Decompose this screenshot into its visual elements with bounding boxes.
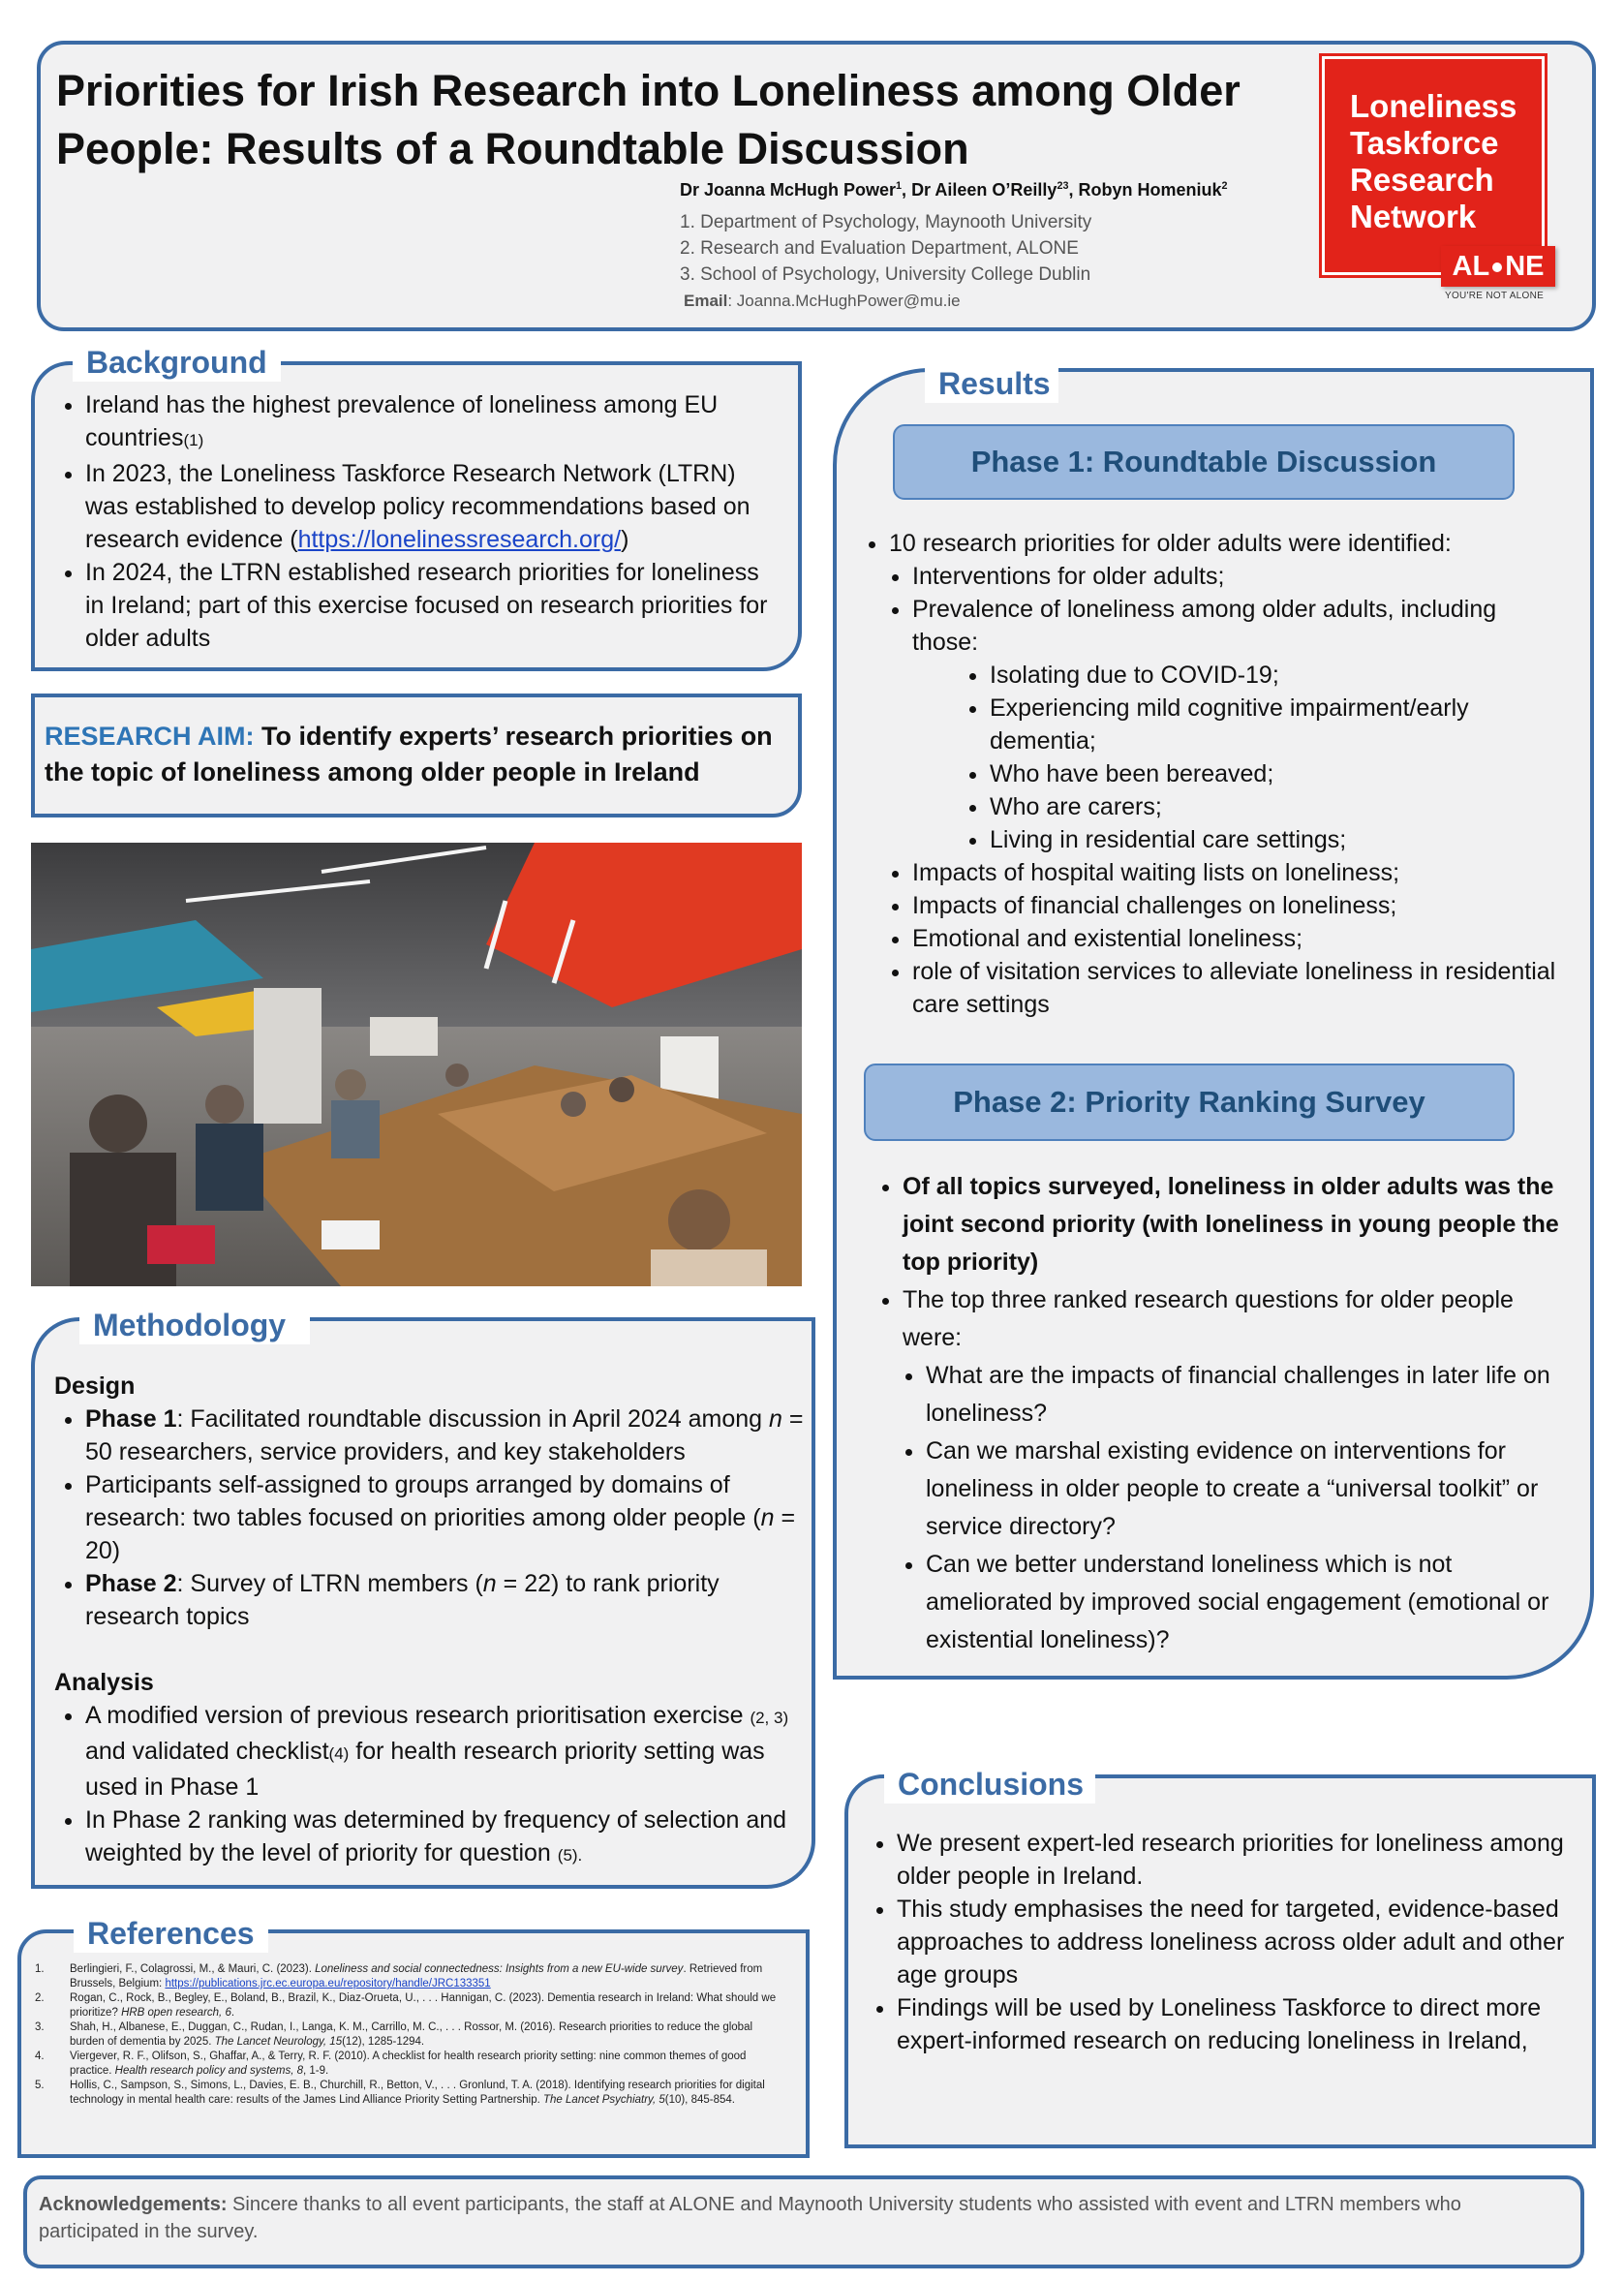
ltrn-website-link[interactable]: https://lonelinessresearch.org/ xyxy=(297,526,622,553)
roundtable-event-photo xyxy=(31,843,802,1286)
alone-logo: AL NE xyxy=(1441,246,1555,287)
phase1-subitem: • Living in residential care settings; xyxy=(990,823,1567,856)
acknowledgements-text: Acknowledgements: Sincere thanks to all event participants, the staff at ALONE and Maynooth University students who assisted with event and LTRN members who participated in the survey. xyxy=(39,2194,1461,2242)
phase2-item: • The top three ranked research questions for older people were: xyxy=(903,1281,1559,1357)
design-heading: Design xyxy=(54,1372,136,1400)
methodology-item: • A modified version of previous research prioritisation exercise (2, 3) and validated checklist(4) for health research priority setting was used in Phase 1 xyxy=(85,1699,810,1804)
reference-item: 1. Berlingieri, F., Colagrossi, M., & Mauri, C. (2023). Loneliness and social connectedness: Insights from a new EU-wide survey. Retrieved from Brussels, Belgium: https://publications.jrc.ec.europa.eu/repository/handle/JRC133351 xyxy=(35,1963,763,1989)
email-label: Email xyxy=(684,292,728,310)
author: Dr Aileen O’Reilly$^{23}$, xyxy=(911,180,1079,200)
phase1-subitem: • Experiencing mild cognitive impairment/early dementia; xyxy=(990,692,1567,757)
background-item: • In 2023, the Loneliness Taskforce Research Network (LTRN) was established to develop policy recommendations based on research evidence (https://lonelinessresearch.org/) xyxy=(85,457,782,556)
acknowledgements-box xyxy=(23,2175,1584,2268)
conclusions-box xyxy=(844,1774,1596,2148)
affiliations xyxy=(680,209,1091,314)
conclusion-item: • Findings will be used by Loneliness Taskforce to direct more expert-informed research on reducing loneliness in Ireland, xyxy=(897,1991,1578,2057)
phase1-item: • Impacts of hospital waiting lists on loneliness; xyxy=(912,856,1567,889)
logo-line: Research xyxy=(1350,162,1494,198)
email-line xyxy=(680,288,1091,314)
analysis-heading: Analysis xyxy=(54,1669,154,1696)
phase2-question: • Can we marshal existing evidence on interventions for loneliness in older people to create a “universal toolkit” or service directory? xyxy=(926,1433,1559,1546)
research-aim-text: RESEARCH AIM: To identify experts’ research priorities on the topic of loneliness among older people in Ireland xyxy=(45,722,773,786)
phase2-heading-box xyxy=(864,1064,1515,1141)
methodology-item: • Participants self-assigned to groups arranged by domains of research: two tables focused on priorities among older people (n = 20) xyxy=(85,1468,810,1567)
author: Robyn Homeniuk$^2$ xyxy=(1078,180,1228,200)
references-box xyxy=(17,1929,810,2158)
phase1-item: • Prevalence of loneliness among older adults, including those: xyxy=(912,593,1567,659)
methodology-item: • Phase 2: Survey of LTRN members (n = 22) to rank priority research topics xyxy=(85,1567,810,1633)
reference-item: 3. Shah, H., Albanese, E., Duggan, C., Rudan, I., Langa, K. M., Carrillo, M. C., . . . Rossor, M. (2016). Research priorities to reduce the global burden of dementia by 2025. The Lancet Neurology, 15(12), 1285-1294. xyxy=(35,2021,753,2048)
reference-item: 4. Viergever, R. F., Olifson, S., Ghaffar, A., & Terry, R. F. (2010). A checklist for health research priority setting: nine common themes of good practice. Health research policy and systems, 8, 1-9. xyxy=(35,2051,747,2077)
phase2-question: • What are the impacts of financial challenges in later life on loneliness? xyxy=(926,1357,1559,1433)
phase2-item: • Of all topics surveyed, loneliness in older adults was the joint second priority (with loneliness in young people the top priority) xyxy=(903,1168,1559,1281)
methodology-box xyxy=(31,1317,815,1889)
reference-item: 5. Hollis, C., Sampson, S., Simons, L., Davies, E. B., Churchill, R., Betton, V., . . . Gronlund, T. A. (2018). Identifying research priorities for digital technology in mental health care: results of the James Lind Alliance Priority Setting Partnership. The Lancet Psychiatry, 5(10), 845-854. xyxy=(35,2080,765,2106)
author-list xyxy=(680,180,1228,200)
phase2-heading: Phase 2: Priority Ranking Survey xyxy=(953,1085,1425,1119)
references-title: References xyxy=(74,1914,268,1953)
background-box xyxy=(31,361,802,671)
reference-link[interactable]: https://publications.jrc.ec.europa.eu/repository/handle/JRC133351 xyxy=(165,1978,491,1989)
methodology-item: • In Phase 2 ranking was determined by frequency of selection and weighted by the level of priority for question (5). xyxy=(85,1804,810,1872)
ltrn-logo xyxy=(1322,56,1545,275)
logo-line: Taskforce xyxy=(1350,125,1499,161)
phase1-subitem: • Who have been bereaved; xyxy=(990,757,1567,790)
phase1-item: • 10 research priorities for older adults were identified: xyxy=(889,527,1567,560)
conclusion-item: • We present expert-led research priorities for loneliness among older people in Ireland. xyxy=(897,1827,1578,1893)
author: Dr Joanna McHugh Power$^1$, xyxy=(680,180,912,200)
methodology-item: • Phase 1: Facilitated roundtable discussion in April 2024 among n = 50 researchers, service providers, and key stakeholders xyxy=(85,1403,810,1468)
phase1-item: • Impacts of financial challenges on loneliness; xyxy=(912,889,1567,922)
conclusion-item: • This study emphasises the need for targeted, evidence-based approaches to address loneliness across older adult and other age groups xyxy=(897,1893,1578,1991)
alone-dot-icon xyxy=(1492,262,1502,272)
phase1-subitem: • Isolating due to COVID-19; xyxy=(990,659,1567,692)
email-address[interactable]: : Joanna.McHughPower@mu.ie xyxy=(727,292,961,310)
conclusions-title: Conclusions xyxy=(884,1765,1095,1804)
results-box xyxy=(833,368,1594,1680)
methodology-title: Methodology xyxy=(79,1306,310,1344)
phase1-subitem: • Who are carers; xyxy=(990,790,1567,823)
background-item: • Ireland has the highest prevalence of loneliness among EU countries(1) xyxy=(85,388,782,457)
background-title: Background xyxy=(73,343,281,382)
poster-title: Priorities for Irish Research into Loneliness among Older People: Results of a Roundtable Discussion xyxy=(56,66,1241,173)
results-title: Results xyxy=(925,364,1058,403)
phase2-question: • Can we better understand loneliness which is not ameliorated by improved social engagement (emotional or existential loneliness)? xyxy=(926,1546,1559,1659)
logo-line: Loneliness xyxy=(1350,88,1517,124)
phase1-item: • role of visitation services to alleviate loneliness in residential care settings xyxy=(912,955,1567,1021)
event-photo-illustration xyxy=(31,843,802,1286)
affiliation: 3. School of Psychology, University College Dublin xyxy=(680,264,1091,285)
affiliation: 1. Department of Psychology, Maynooth University xyxy=(680,212,1092,232)
phase1-heading-box xyxy=(893,424,1515,500)
phase1-item: • Interventions for older adults; xyxy=(912,560,1567,593)
logo-line: Network xyxy=(1350,199,1477,234)
background-item: • In 2024, the LTRN established research priorities for loneliness in Ireland; part of this exercise focused on research priorities for older adults xyxy=(85,556,782,655)
affiliation: 2. Research and Evaluation Department, ALONE xyxy=(680,238,1079,259)
reference-item: 2. Rogan, C., Rock, B., Begley, E., Boland, B., Brazil, K., Diaz-Orueta, U., . . . Hannigan, C. (2023). Dementia research in Ireland: What should we prioritize? HRB open research, 6. xyxy=(35,1992,777,2019)
research-aim-box xyxy=(31,694,802,817)
phase1-item: • Emotional and existential loneliness; xyxy=(912,922,1567,955)
alone-tagline: YOU'RE NOT ALONE xyxy=(1445,291,1545,301)
phase1-heading: Phase 1: Roundtable Discussion xyxy=(970,445,1437,478)
